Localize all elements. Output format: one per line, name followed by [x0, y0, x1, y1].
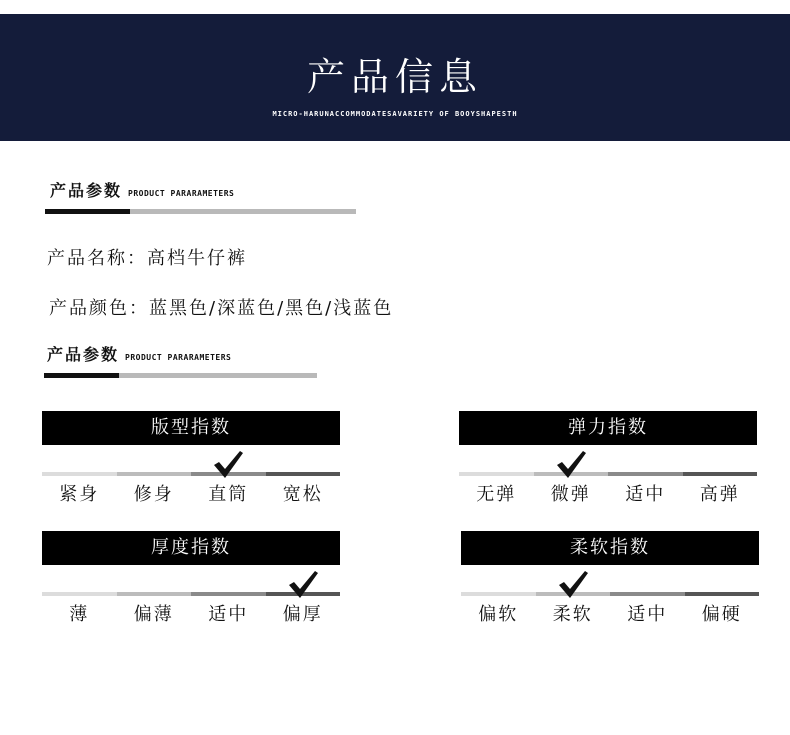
gauge-option: 偏硬	[701, 604, 742, 625]
section-heading-cn: 产品参数	[47, 345, 120, 364]
section-heading-1	[50, 178, 234, 201]
gauge-segment	[461, 592, 536, 596]
product-name-line	[47, 244, 247, 270]
gauge-segment	[117, 472, 192, 476]
page-subtitle: MICRO-HARUNACCOMMODATESAVARIETY OF BOOYSHAPESTH	[272, 110, 518, 118]
gauge-segment	[117, 592, 192, 596]
section-divider-accent	[44, 373, 119, 378]
section-divider-1	[45, 209, 356, 214]
section-divider-accent	[45, 209, 130, 214]
gauge-option: 偏厚	[282, 604, 323, 625]
gauge-segment	[610, 592, 685, 596]
gauge-track	[42, 592, 340, 596]
checkmark-icon	[555, 450, 587, 480]
gauge-option: 偏软	[478, 604, 519, 625]
product-name-label: 产品名称：	[47, 248, 147, 269]
gauge-option: 适中	[627, 604, 668, 625]
product-color-line	[49, 294, 393, 320]
gauge-option: 柔软	[552, 604, 593, 625]
gauge-option: 直筒	[208, 484, 249, 505]
gauge-option: 适中	[208, 604, 249, 625]
page-title: 产品信息	[306, 55, 483, 99]
gauge-option: 高弹	[699, 484, 740, 505]
gauge-segment	[608, 472, 683, 476]
gauge-title: 版型指数	[42, 411, 340, 445]
gauge-option: 薄	[69, 604, 90, 625]
gauge-option: 修身	[133, 484, 174, 505]
product-name-value: 高档牛仔裤	[147, 248, 247, 269]
section-heading-cn: 产品参数	[50, 181, 123, 200]
gauge-track	[459, 472, 757, 476]
gauge-softness	[461, 531, 759, 626]
gauge-labels	[42, 600, 340, 626]
gauge-labels	[42, 480, 340, 506]
product-color-label: 产品颜色：	[49, 298, 149, 319]
gauge-option: 紧身	[59, 484, 100, 505]
gauge-thickness	[42, 531, 340, 626]
gauge-track	[42, 472, 340, 476]
gauge-option: 微弹	[550, 484, 591, 505]
gauge-segment	[683, 472, 758, 476]
gauge-option: 偏薄	[133, 604, 174, 625]
product-color-value: 蓝黑色/深蓝色/黑色/浅蓝色	[149, 298, 394, 319]
checkmark-icon	[557, 570, 589, 600]
gauge-title: 柔软指数	[461, 531, 759, 565]
gauge-title: 弹力指数	[459, 411, 757, 445]
gauge-segment	[191, 592, 266, 596]
header-banner	[0, 14, 790, 141]
section-heading-2	[47, 342, 231, 365]
gauge-segment	[42, 472, 117, 476]
gauge-segment	[459, 472, 534, 476]
gauge-track	[461, 592, 759, 596]
gauge-labels	[461, 600, 759, 626]
section-heading-en: PRODUCT PARARAMETERS	[128, 189, 235, 198]
gauge-segment	[685, 592, 760, 596]
gauge-option: 宽松	[282, 484, 323, 505]
checkmark-icon	[287, 570, 319, 600]
gauge-option: 适中	[625, 484, 666, 505]
gauge-segment	[266, 472, 341, 476]
section-heading-en: PRODUCT PARARAMETERS	[125, 353, 232, 362]
gauge-option: 无弹	[476, 484, 517, 505]
gauge-fit	[42, 411, 340, 506]
gauge-labels	[459, 480, 757, 506]
gauge-segment	[42, 592, 117, 596]
gauge-title: 厚度指数	[42, 531, 340, 565]
checkmark-icon	[212, 450, 244, 480]
section-divider-2	[44, 373, 317, 378]
gauge-stretch	[459, 411, 757, 506]
